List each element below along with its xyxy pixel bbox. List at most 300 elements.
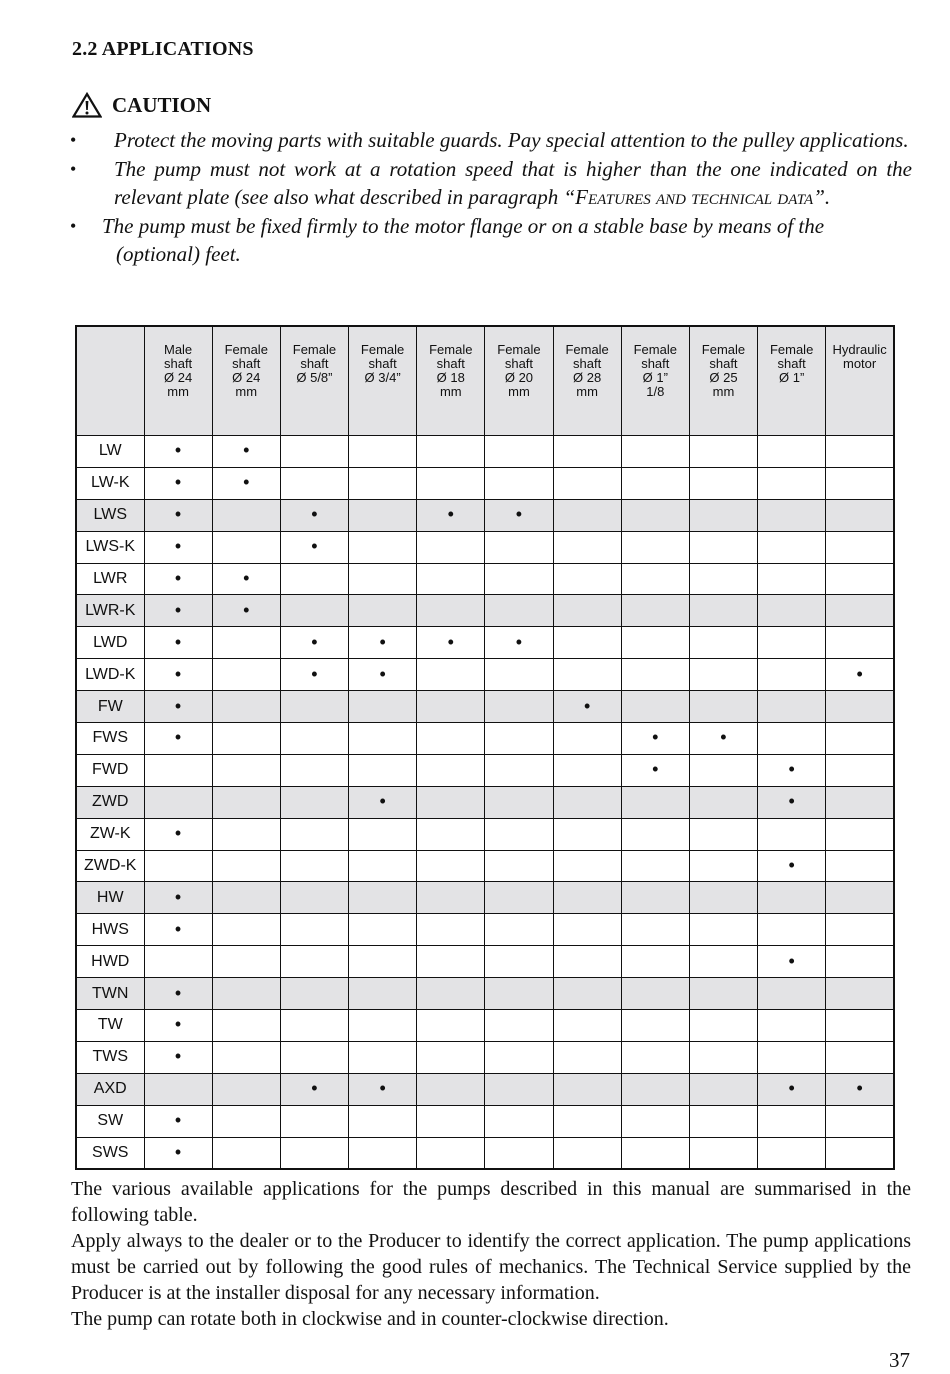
application-cell	[689, 627, 757, 659]
application-cell	[621, 467, 689, 499]
application-cell	[144, 436, 212, 468]
application-cell	[621, 978, 689, 1010]
application-cell	[553, 499, 621, 531]
application-mark: •	[174, 568, 182, 588]
application-cell	[417, 531, 485, 563]
column-header	[417, 326, 485, 436]
warning-triangle-icon	[72, 92, 102, 118]
application-mark: •	[379, 1078, 386, 1099]
application-cell	[826, 659, 894, 691]
model-cell: LWD	[76, 627, 144, 659]
application-mark: •	[174, 440, 182, 461]
application-mark: •	[788, 855, 795, 876]
table-row	[76, 786, 894, 818]
column-header-line: mm	[508, 384, 530, 399]
application-cell	[349, 978, 417, 1010]
application-mark: •	[174, 727, 182, 748]
application-cell	[349, 1010, 417, 1042]
application-cell	[689, 1073, 757, 1105]
application-cell	[826, 754, 894, 786]
application-cell	[349, 818, 417, 850]
application-cell	[758, 467, 826, 499]
application-cell	[826, 818, 894, 850]
application-cell	[349, 1137, 417, 1169]
application-cell	[212, 436, 280, 468]
application-cell	[280, 882, 348, 914]
application-cell	[417, 723, 485, 755]
column-header-line: mm	[235, 384, 258, 399]
column-header-line: Male	[163, 342, 193, 357]
application-cell	[417, 499, 485, 531]
model-cell: HWS	[76, 914, 144, 946]
application-cell	[758, 882, 826, 914]
application-mark: •	[174, 1046, 182, 1067]
application-cell	[144, 850, 212, 882]
application-cell	[689, 531, 757, 563]
model-cell: FWS	[76, 723, 144, 755]
column-header-line: Ø 1”	[778, 370, 805, 385]
table-row	[76, 627, 894, 659]
application-cell	[349, 1105, 417, 1137]
application-cell	[144, 1010, 212, 1042]
application-cell	[758, 723, 826, 755]
model-cell: FW	[76, 691, 144, 723]
model-cell: TWN	[76, 978, 144, 1010]
application-cell	[144, 595, 212, 627]
application-mark: •	[311, 663, 318, 684]
application-cell	[212, 467, 280, 499]
application-mark: •	[515, 631, 523, 652]
column-header-line: Ø 18	[436, 370, 465, 385]
table-row	[76, 1137, 894, 1169]
application-cell	[349, 499, 417, 531]
application-cell	[280, 436, 348, 468]
bullet-text: Protect the moving parts with suitable guards. Pay special attention to the pulley applications.	[114, 128, 909, 152]
application-cell	[485, 978, 553, 1010]
application-cell	[417, 436, 485, 468]
table-row	[76, 436, 894, 468]
application-mark: •	[447, 504, 454, 525]
table-row	[76, 659, 894, 691]
application-cell	[758, 978, 826, 1010]
application-cell	[280, 1073, 348, 1105]
application-cell	[826, 467, 894, 499]
application-cell	[826, 691, 894, 723]
application-cell	[280, 659, 348, 691]
application-mark: •	[379, 791, 386, 812]
application-cell	[485, 659, 553, 691]
application-cell	[212, 1041, 280, 1073]
application-cell	[621, 595, 689, 627]
column-header-line: shaft	[777, 356, 806, 371]
column-header	[826, 326, 894, 436]
application-cell	[280, 531, 348, 563]
application-cell	[621, 436, 689, 468]
application-cell	[485, 946, 553, 978]
application-cell	[349, 723, 417, 755]
column-header-line: Female	[769, 342, 814, 357]
table-row	[76, 818, 894, 850]
application-cell	[553, 914, 621, 946]
column-header-line: Hydraulic	[832, 342, 887, 357]
application-cell	[144, 723, 212, 755]
application-cell	[417, 627, 485, 659]
column-header-line: Female	[565, 342, 609, 357]
paragraph-reference: Features and technical data	[575, 185, 814, 209]
application-cell	[758, 1041, 826, 1073]
column-header-line: shaft	[368, 356, 397, 371]
application-cell	[621, 1010, 689, 1042]
application-cell	[485, 818, 553, 850]
application-mark: •	[652, 727, 659, 748]
application-cell	[758, 595, 826, 627]
column-header-line: Ø 24	[163, 370, 193, 385]
application-cell	[212, 978, 280, 1010]
application-mark: •	[720, 727, 727, 748]
table-row	[76, 946, 894, 978]
body-text	[71, 1176, 911, 1332]
application-cell	[758, 1073, 826, 1105]
application-cell	[485, 531, 553, 563]
application-cell	[826, 914, 894, 946]
column-header-line: Female	[360, 342, 405, 357]
application-cell	[280, 595, 348, 627]
application-mark: •	[243, 568, 250, 588]
application-mark: •	[311, 536, 318, 557]
table-row	[76, 467, 894, 499]
application-cell	[144, 978, 212, 1010]
table-row	[76, 850, 894, 882]
application-mark: •	[311, 1078, 318, 1099]
column-header	[212, 326, 280, 436]
application-cell	[553, 563, 621, 595]
column-header-line: mm	[167, 384, 189, 399]
application-cell	[826, 1137, 894, 1169]
application-mark: •	[174, 504, 182, 525]
table-row	[76, 691, 894, 723]
application-cell	[553, 531, 621, 563]
table-row	[76, 723, 894, 755]
application-mark: •	[243, 440, 250, 461]
paragraph: The various available applications for the pumps described in this manual are summarised in the following table.	[71, 1178, 911, 1226]
application-cell	[553, 691, 621, 723]
application-cell	[144, 627, 212, 659]
application-cell	[553, 1105, 621, 1137]
caution-bullet	[70, 126, 912, 155]
application-cell	[144, 1137, 212, 1169]
column-header-line: shaft	[573, 356, 602, 371]
column-header-line: Ø 20	[504, 370, 534, 385]
application-mark: •	[515, 504, 523, 525]
table-header-row	[76, 326, 894, 436]
application-cell	[417, 914, 485, 946]
section-heading: 2.2 APPLICATIONS	[72, 38, 254, 60]
application-mark: •	[788, 1078, 795, 1099]
application-cell	[485, 563, 553, 595]
application-cell	[553, 978, 621, 1010]
application-cell	[349, 882, 417, 914]
application-cell	[758, 691, 826, 723]
column-header	[689, 326, 757, 436]
page-number: 37	[889, 1348, 910, 1372]
application-cell	[144, 499, 212, 531]
application-cell	[485, 1010, 553, 1042]
application-cell	[349, 627, 417, 659]
application-cell	[144, 882, 212, 914]
application-cell	[621, 659, 689, 691]
application-mark: •	[788, 791, 795, 812]
column-header-line: Ø 5/8”	[296, 370, 333, 385]
application-cell	[212, 595, 280, 627]
application-cell	[689, 723, 757, 755]
application-cell	[212, 627, 280, 659]
application-cell	[485, 467, 553, 499]
application-cell	[826, 595, 894, 627]
application-cell	[417, 595, 485, 627]
application-cell	[212, 882, 280, 914]
application-cell	[758, 914, 826, 946]
caution-bullet	[70, 212, 912, 269]
application-cell	[689, 978, 757, 1010]
application-cell	[417, 786, 485, 818]
application-cell	[689, 595, 757, 627]
column-header-line: motor	[842, 356, 877, 371]
application-cell	[621, 499, 689, 531]
application-cell	[212, 1073, 280, 1105]
application-cell	[553, 723, 621, 755]
application-cell	[826, 563, 894, 595]
application-cell	[758, 850, 826, 882]
application-cell	[280, 1137, 348, 1169]
column-header-line: shaft	[163, 356, 193, 371]
application-cell	[485, 436, 553, 468]
application-cell	[417, 946, 485, 978]
application-cell	[689, 499, 757, 531]
application-cell	[280, 691, 348, 723]
application-mark: •	[174, 536, 182, 557]
application-cell	[826, 1105, 894, 1137]
model-cell: ZWD	[76, 786, 144, 818]
model-cell: AXD	[76, 1073, 144, 1105]
column-header-line: mm	[439, 384, 462, 399]
application-cell	[758, 818, 826, 850]
model-cell: ZW-K	[76, 818, 144, 850]
application-cell	[758, 499, 826, 531]
application-cell	[621, 818, 689, 850]
application-cell	[212, 946, 280, 978]
application-cell	[212, 818, 280, 850]
column-header-line: Ø 25	[709, 370, 738, 385]
application-mark: •	[174, 982, 182, 1003]
bullet-dot: •	[70, 130, 77, 150]
table-row	[76, 563, 894, 595]
application-mark: •	[311, 504, 318, 525]
column-header	[758, 326, 826, 436]
application-cell	[689, 691, 757, 723]
application-cell	[485, 691, 553, 723]
application-cell	[212, 723, 280, 755]
paragraph: Apply always to the dealer or to the Producer to identify the correct application. The pump applications must be carried out by following the good rules of mechanics. The Technical Service supplied by the Producer is at the installer disposal for any necessary information.	[71, 1230, 911, 1304]
application-cell	[826, 978, 894, 1010]
application-cell	[621, 786, 689, 818]
application-cell	[758, 1137, 826, 1169]
application-mark: •	[447, 631, 454, 652]
application-cell	[826, 882, 894, 914]
bullet-dot: •	[70, 158, 77, 179]
application-cell	[349, 1041, 417, 1073]
application-cell	[689, 1137, 757, 1169]
application-cell	[417, 1073, 485, 1105]
bullet-text: The pump must be fixed firmly to the motor flange or on a stable base by means of the	[102, 213, 825, 238]
application-cell	[212, 914, 280, 946]
application-mark: •	[243, 472, 250, 493]
application-cell	[417, 1041, 485, 1073]
table-row	[76, 882, 894, 914]
application-cell	[826, 1010, 894, 1042]
column-header-line: Ø 1”	[642, 370, 668, 385]
application-cell	[349, 531, 417, 563]
table-body	[76, 436, 894, 1170]
application-cell	[553, 786, 621, 818]
application-cell	[280, 1010, 348, 1042]
column-header-line: shaft	[641, 356, 670, 371]
application-cell	[553, 467, 621, 499]
model-cell: HW	[76, 882, 144, 914]
application-cell	[417, 754, 485, 786]
column-header	[553, 326, 621, 436]
model-cell: LWD-K	[76, 659, 144, 691]
application-cell	[417, 691, 485, 723]
application-cell	[621, 627, 689, 659]
application-cell	[349, 659, 417, 691]
application-mark: •	[174, 1014, 182, 1035]
application-cell	[621, 1137, 689, 1169]
application-mark: •	[788, 950, 795, 971]
application-cell	[553, 1073, 621, 1105]
application-cell	[144, 1073, 212, 1105]
application-cell	[689, 754, 757, 786]
model-cell: LWS	[76, 499, 144, 531]
application-cell	[349, 914, 417, 946]
application-cell	[689, 436, 757, 468]
application-cell	[689, 818, 757, 850]
application-cell	[144, 1041, 212, 1073]
application-cell	[758, 531, 826, 563]
bullet-text: The pump must not work at a rotation speed that is higher than the one indicated on the relevant plate (see also what described in paragraph “	[114, 156, 912, 209]
column-header-line: shaft	[300, 356, 329, 371]
application-mark: •	[379, 663, 386, 684]
application-cell	[280, 786, 348, 818]
application-cell	[689, 1105, 757, 1137]
application-cell	[758, 786, 826, 818]
application-cell	[212, 531, 280, 563]
application-cell	[621, 946, 689, 978]
application-cell	[553, 627, 621, 659]
model-cell: LWR	[76, 563, 144, 595]
model-cell: TWS	[76, 1041, 144, 1073]
application-cell	[144, 563, 212, 595]
application-mark: •	[652, 759, 659, 780]
application-cell	[485, 723, 553, 755]
application-cell	[280, 723, 348, 755]
application-mark: •	[174, 599, 182, 620]
model-cell: LWR-K	[76, 595, 144, 627]
model-cell: LW	[76, 436, 144, 468]
application-cell	[758, 946, 826, 978]
application-cell	[621, 754, 689, 786]
application-cell	[826, 850, 894, 882]
application-cell	[280, 499, 348, 531]
application-cell	[758, 1105, 826, 1137]
application-mark: •	[174, 663, 182, 684]
application-cell	[621, 850, 689, 882]
column-header	[485, 326, 553, 436]
column-header-line: shaft	[232, 356, 261, 371]
application-cell	[758, 627, 826, 659]
application-mark: •	[174, 918, 182, 939]
application-cell	[144, 818, 212, 850]
application-cell	[826, 786, 894, 818]
application-cell	[689, 467, 757, 499]
application-cell	[485, 754, 553, 786]
column-header-line: 1/8	[646, 384, 665, 399]
application-cell	[621, 1041, 689, 1073]
application-mark: •	[174, 1110, 182, 1131]
application-cell	[280, 1105, 348, 1137]
model-cell: ZWD-K	[76, 850, 144, 882]
application-cell	[826, 1041, 894, 1073]
application-cell	[417, 467, 485, 499]
application-cell	[485, 1105, 553, 1137]
application-cell	[485, 914, 553, 946]
application-cell	[212, 499, 280, 531]
application-cell	[144, 659, 212, 691]
application-cell	[485, 627, 553, 659]
bullet-text-continuation: (optional) feet.	[116, 242, 241, 266]
application-cell	[689, 850, 757, 882]
application-cell	[485, 850, 553, 882]
model-cell: TW	[76, 1010, 144, 1042]
table-row	[76, 1073, 894, 1105]
application-cell	[349, 691, 417, 723]
application-cell	[621, 1073, 689, 1105]
table-row	[76, 978, 894, 1010]
application-cell	[144, 467, 212, 499]
application-cell	[553, 1010, 621, 1042]
application-cell	[280, 627, 348, 659]
column-header-line: Female	[224, 342, 268, 357]
application-cell	[485, 499, 553, 531]
application-cell	[417, 1137, 485, 1169]
application-mark: •	[174, 1142, 182, 1163]
application-cell	[553, 754, 621, 786]
application-cell	[485, 1073, 553, 1105]
application-cell	[212, 850, 280, 882]
model-cell: LWS-K	[76, 531, 144, 563]
column-header	[621, 326, 689, 436]
application-cell	[280, 818, 348, 850]
application-cell	[212, 659, 280, 691]
table-row	[76, 914, 894, 946]
application-cell	[349, 467, 417, 499]
table-row	[76, 1010, 894, 1042]
application-cell	[826, 627, 894, 659]
application-mark: •	[174, 472, 182, 493]
column-header-line: Ø 24	[232, 370, 261, 385]
model-cell: LW-K	[76, 467, 144, 499]
application-cell	[826, 531, 894, 563]
application-cell	[212, 1137, 280, 1169]
